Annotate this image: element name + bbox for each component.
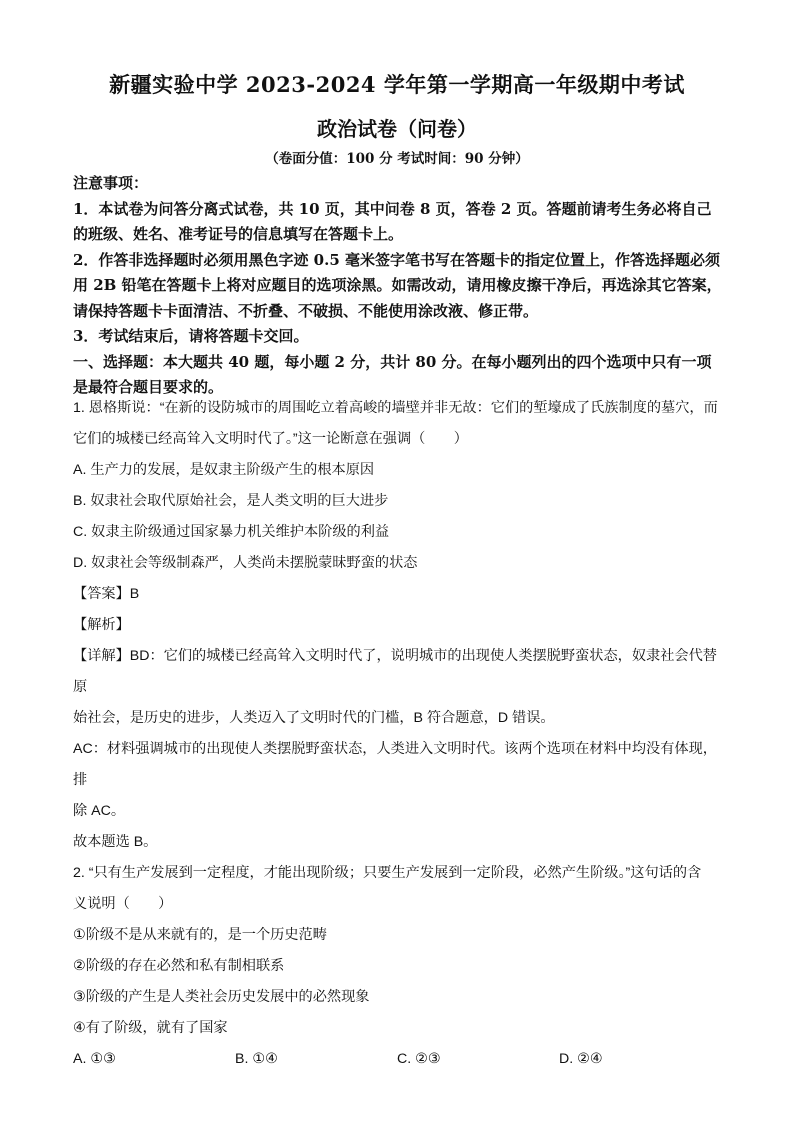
answer-value: B <box>129 586 140 602</box>
option-c: C. ②③ <box>397 1051 441 1067</box>
detail-line: 始社会，是历史的进步，人类迈入了文明时代的门槛，B 符合题意，D 错误。 <box>73 710 555 726</box>
question-1 <box>73 393 723 1075</box>
notes-item: 1．本试卷为问答分离式试卷，共 10 页，其中问卷 8 页，答卷 2 页。答题前请考生务必将自己的班级、姓名、准考证号的信息填写在答题卡上。 <box>73 199 712 243</box>
notes-section <box>73 171 723 401</box>
notes-item: 2．作答非选择题时必须用黑色字迹 0.5 毫米签字笔书写在答题卡的指定位置上，作答选择题必须用 2B 铅笔在答题卡上将对应题目的选项涂黑。如需改动，请用橡皮擦干净后，再选涂其它答案，请保持答题卡卡面清洁、不折叠、不破损、不能使用涂改液、修正带。 <box>73 250 722 320</box>
option-a: A. 生产力的发展，是奴隶主阶级产生的根本原因 <box>73 462 375 478</box>
question-2-stem: 义说明（ ） <box>73 896 173 912</box>
analysis-line: 除 AC。 <box>73 803 126 819</box>
option-b: B. ①④ <box>235 1051 278 1067</box>
statement: ①阶级不是从来就有的，是一个历史范畴 <box>73 927 327 943</box>
statement: ②阶级的存在必然和私有制相联系 <box>73 958 285 974</box>
option-b: B. 奴隶社会取代原始社会，是人类文明的巨大进步 <box>73 493 389 509</box>
option-c: C. 奴隶主阶级通过国家暴力机关维护本阶级的利益 <box>73 524 390 540</box>
section-heading: 一、选择题：本大题共 40 题，每小题 2 分，共计 80 分。在每小题列出的四个选项中只有一项是最符合题目要求的。 <box>73 352 712 396</box>
exam-title: 新疆实验中学 2023-2024 学年第一学期高一年级期中考试 <box>109 72 685 97</box>
exam-meta: （卷面分值：100 分 考试时间：90 分钟） <box>265 151 529 167</box>
detail-text: BD：它们的城楼已经高耸入文明时代了，说明城市的出现使人类摆脱野蛮状态，奴隶社会代替原 <box>73 648 717 695</box>
answer-line <box>73 579 723 610</box>
analysis-line: AC：材料强调城市的出现使人类摆脱野蛮状态，人类进入文明时代。该两个选项在材料中均没有体现，排 <box>73 741 717 788</box>
answer-label: 【答案】 <box>73 586 130 602</box>
exam-subtitle: 政治试卷（问卷） <box>317 117 477 141</box>
option-d: D. ②④ <box>559 1051 603 1067</box>
question-2-options <box>73 1044 723 1075</box>
statement: ③阶级的产生是人类社会历史发展中的必然现象 <box>73 989 370 1005</box>
option-d: D. 奴隶社会等级制森严，人类尚未摆脱蒙昧野蛮的状态 <box>73 555 418 571</box>
conclusion: 故本题选 B。 <box>73 834 158 850</box>
detail-label: 【详解】 <box>73 648 130 664</box>
detail-line <box>73 641 723 703</box>
question-2-stem: 2. “只有生产发展到一定程度，才能出现阶级；只要生产发展到一定阶段，必然产生阶级。”这句话的含 <box>73 865 702 881</box>
notes-heading: 注意事项： <box>73 174 149 192</box>
statement: ④有了阶级，就有了国家 <box>73 1020 228 1036</box>
question-stem: 1. 恩格斯说：“在新的设防城市的周围屹立着高峻的墙壁并非无故：它们的堑壕成了氏族制度的墓穴，而 <box>73 400 718 416</box>
option-a: A. ①③ <box>73 1051 116 1067</box>
analysis-label: 【解析】 <box>73 617 130 633</box>
question-stem: 它们的城楼已经高耸入文明时代了。”这一论断意在强调（ ） <box>73 431 468 447</box>
notes-item: 3．考试结束后，请将答题卡交回。 <box>73 327 309 345</box>
